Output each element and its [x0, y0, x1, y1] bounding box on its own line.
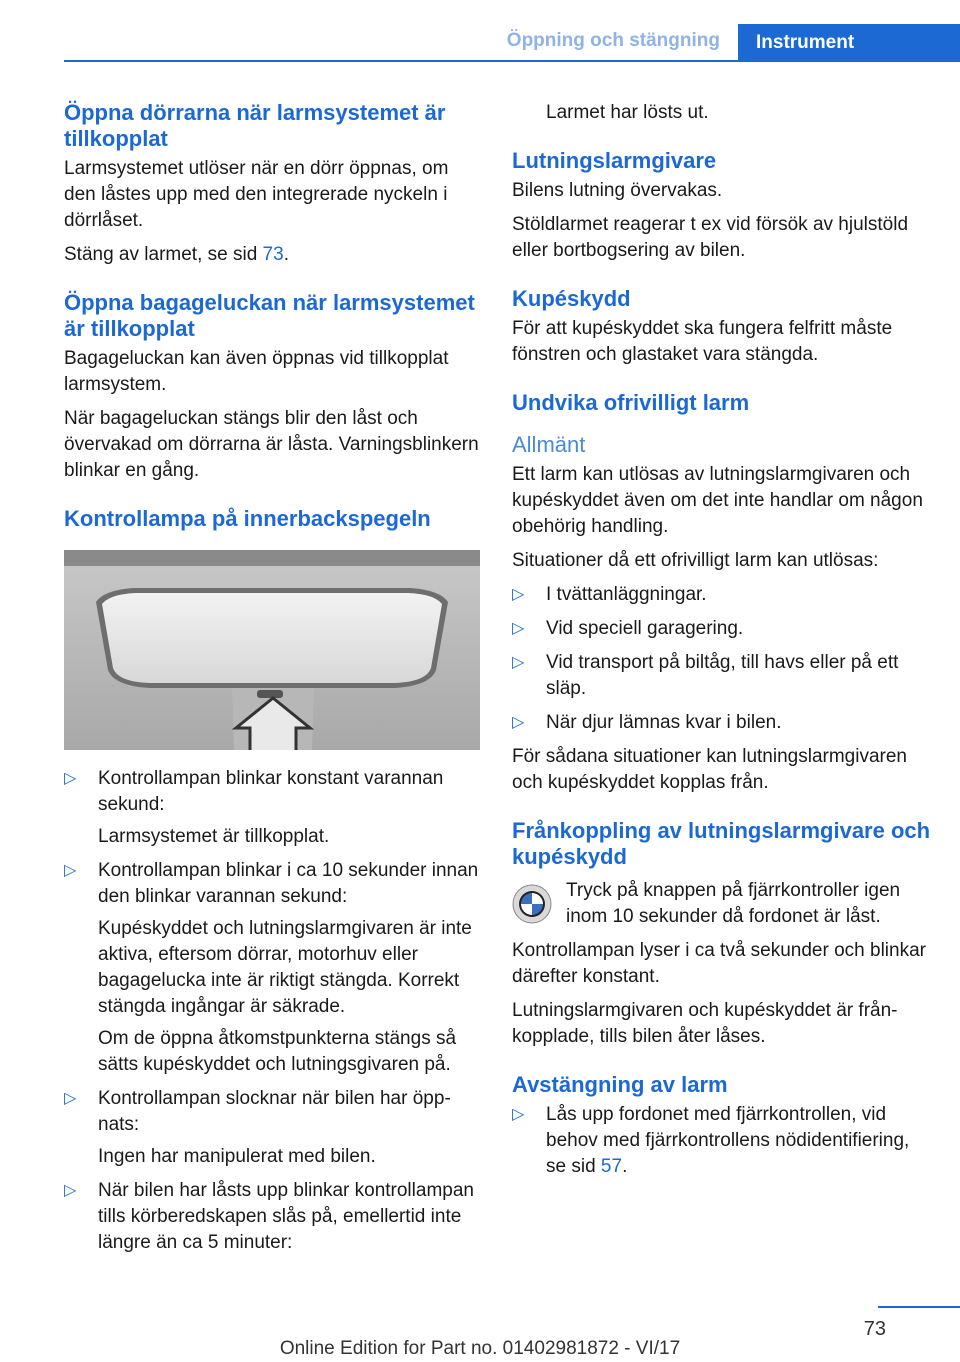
remote-key-button-icon	[512, 884, 552, 924]
paragraph: Ett larm kan utlösas av lutningslarmgivaren och kupéskyddet även om det inte handlar om någon obehörig handling.	[512, 464, 923, 537]
section-title: Frånkoppling av lutningslarmgivare och kupéskydd	[512, 818, 931, 869]
left-column	[64, 100, 484, 1264]
subsection-title: Allmänt	[512, 432, 586, 457]
list-item	[64, 858, 484, 1078]
list-item-detail: Om de öppna åtkomstpunkterna stängs så sätts kupéskyddet och lutningsgivaren på.	[98, 1028, 457, 1075]
paragraph: Larmsystemet utlöser när en dörr öppnas, om den låstes upp med den integrerade nyckeln i dörrlåset.	[64, 158, 449, 231]
paragraph: Tryck på knappen på fjärrkontroller igen inom 10 sekunder då fordonet är låst.	[566, 880, 901, 927]
triangle-bullet-icon: ▷	[512, 1106, 525, 1123]
triangle-bullet-icon: ▷	[64, 1182, 77, 1199]
disarm-list	[512, 1102, 932, 1180]
page-link[interactable]: 57	[600, 1156, 623, 1177]
header-section-title: Öppning och stängning	[506, 30, 720, 51]
list-item-detail: Larmsystemet är tillkopplat.	[98, 826, 330, 847]
page-number: 73	[863, 1318, 886, 1340]
paragraph: Larmet har lösts ut.	[546, 102, 709, 123]
list-item-detail: Ingen har manipulerat med bilen.	[98, 1146, 376, 1167]
list-item-text: Kontrollampan blinkar i ca 10 sekunder innan den blinkar varannan sekund:	[98, 860, 479, 907]
paragraph: För att kupéskyddet ska fungera felfritt måste fönstren och glastaket vara stängda.	[512, 318, 893, 365]
list-item	[512, 582, 932, 608]
paragraph: När bagageluckan stängs blir den låst och övervakad om dörrarna är låsta. Varningsblinkern blinkar en gång.	[64, 408, 479, 481]
list-item	[64, 766, 484, 850]
triangle-bullet-icon: ▷	[64, 770, 77, 787]
situation-list	[512, 582, 932, 736]
triangle-bullet-icon: ▷	[64, 862, 77, 879]
paragraph: För sådana situationer kan lutningslarmgivaren och kupéskyddet kopplas från.	[512, 746, 907, 793]
section-title: Lutningslarmgivare	[512, 148, 717, 173]
paragraph: Situationer då ett ofrivilligt larm kan utlösas:	[512, 550, 879, 571]
list-item	[512, 616, 932, 642]
list-item	[512, 710, 932, 736]
triangle-bullet-icon: ▷	[64, 1090, 77, 1107]
triangle-bullet-icon: ▷	[512, 654, 525, 671]
edition-footer: Online Edition for Part no. 01402981872 - VI/17	[279, 1338, 681, 1359]
section-title: Kontrollampa på innerbackspegeln	[64, 506, 431, 531]
section-title: Öppna bagageluckan när larmsystemet är tillkopplat	[64, 290, 475, 341]
list-item	[512, 650, 932, 702]
paragraph: Lutningslarmgivaren och kupéskyddet är frånkopplade, tills bilen åter låses.	[512, 1000, 898, 1047]
right-column	[512, 100, 932, 1188]
rearview-mirror-image	[64, 550, 480, 750]
list-item-detail: Kupéskyddet och lutningslarmgivaren är inte aktiva, eftersom dörrar, motorhuv eller bagagelucka inte är riktigt stängda. Korrekt stängda ingångar är säkrade.	[98, 918, 472, 1017]
list-item-text: I tvättanläggningar.	[546, 584, 707, 605]
paragraph: Kontrollampan lyser i ca två sekunder och blinkar därefter konstant.	[512, 940, 926, 987]
list-item	[64, 1086, 484, 1170]
list-item-text: När djur lämnas kvar i bilen.	[546, 712, 782, 733]
list-item	[64, 1178, 484, 1256]
paragraph: Bilens lutning övervakas.	[512, 180, 723, 201]
paragraph: Stöldlarmet reagerar t ex vid försök av hjulstöld eller bortbogsering av bilen.	[512, 214, 909, 261]
section-title: Kupéskydd	[512, 286, 631, 311]
list-item-text: När bilen har låsts upp blinkar kontrollampan tills körberedskapen slås på, emellertid inte längre än ca 5 minuter:	[98, 1180, 474, 1253]
page-link[interactable]: 73	[262, 244, 284, 265]
section-title: Avstängning av larm	[512, 1072, 728, 1097]
indicator-list	[64, 766, 484, 1256]
list-item-text: Kontrollampan slocknar när bilen har öppnats:	[98, 1088, 451, 1135]
triangle-bullet-icon: ▷	[512, 586, 525, 603]
header-chapter-tab: Instrument	[738, 24, 960, 62]
header-rule	[64, 60, 960, 62]
section-title: Undvika ofrivilligt larm	[512, 390, 750, 415]
list-item-text: Vid transport på biltåg, till havs eller på ett släp.	[546, 652, 899, 699]
paragraph: Stäng av larmet, se sid 73.	[64, 244, 289, 265]
triangle-bullet-icon: ▷	[512, 620, 525, 637]
list-item-text: Kontrollampan blinkar konstant varannan sekund:	[98, 768, 444, 815]
remote-key-instruction	[512, 878, 932, 930]
section-title: Öppna dörrarna när larmsystemet är tillkopplat	[64, 100, 446, 151]
triangle-bullet-icon: ▷	[512, 714, 525, 731]
list-item-text: Vid speciell garagering.	[546, 618, 744, 639]
footer-rule	[878, 1306, 960, 1308]
paragraph: Bagageluckan kan även öppnas vid tillkopplat larmsystem.	[64, 348, 449, 395]
list-item: ▷ Lås upp fordonet med fjärrkontrollen, vid behov med fjärrkontrollens nödidentifiering, se sid 57.	[512, 1104, 910, 1177]
